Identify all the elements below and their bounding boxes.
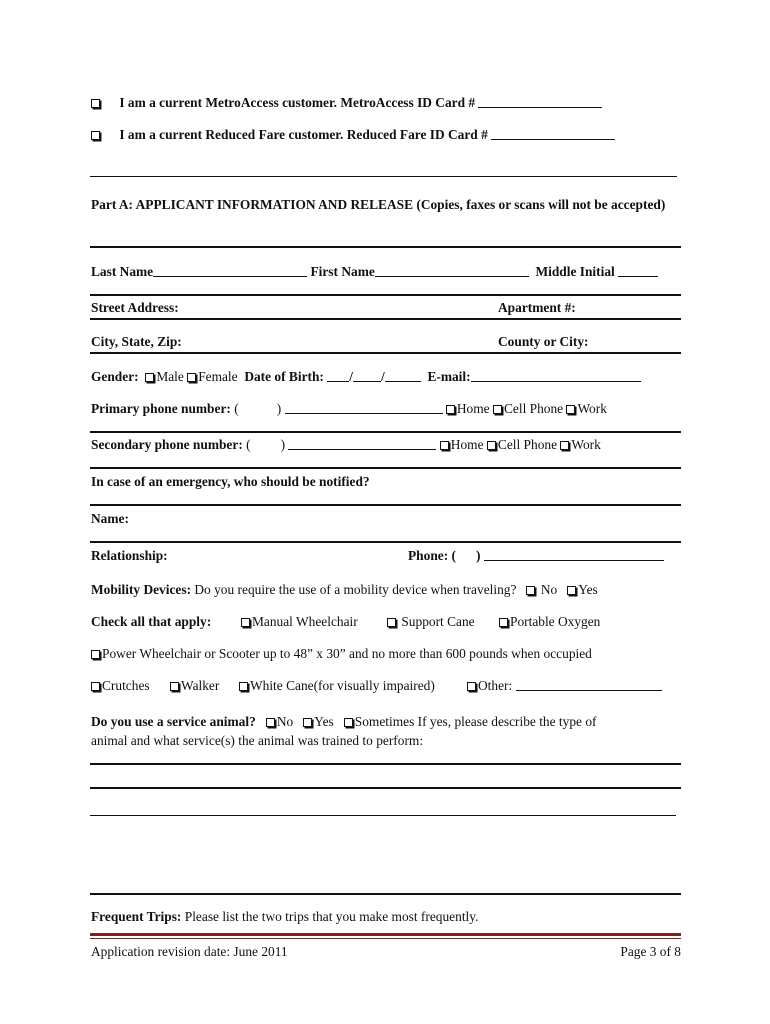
city-state-zip-label: City, State, Zip: (91, 334, 182, 349)
walker-option[interactable] (170, 678, 219, 694)
last-name-label: Last Name (91, 264, 154, 279)
metroaccess-label: I am a current MetroAccess customer. MetroAccess ID Card # (119, 95, 476, 110)
power-wheelchair-label: Power Wheelchair or Scooter up to 48” x 30” and no more than 600 pounds when occupied (102, 646, 592, 661)
service-animal-no-checkbox[interactable] (266, 718, 275, 727)
rule (90, 318, 681, 320)
support-cane-label: Support Cane (401, 614, 475, 629)
power-wheelchair-option[interactable] (91, 646, 592, 662)
last-name-field[interactable] (153, 266, 307, 277)
crutches-label: Crutches (102, 678, 150, 693)
power-wheelchair-checkbox[interactable] (91, 650, 100, 659)
part-a-heading: Part A: APPLICANT INFORMATION AND RELEASE (Copies, faxes or scans will not be accepted) (91, 197, 666, 212)
reduced-fare-label: I am a current Reduced Fare customer. Reduced Fare ID Card # (119, 127, 488, 142)
secondary-cell-checkbox[interactable] (487, 441, 496, 450)
rule (90, 504, 681, 506)
primary-phone-label: Primary phone number: (91, 401, 231, 416)
other-option[interactable] (467, 678, 662, 694)
emergency-phone-field[interactable] (484, 550, 664, 561)
white-cane-label: White Cane(for visually impaired) (250, 678, 435, 693)
male-label: Male (156, 369, 184, 384)
mobility-no-checkbox[interactable] (526, 586, 535, 595)
primary-cell-checkbox[interactable] (493, 405, 502, 414)
answer-line[interactable] (90, 763, 681, 765)
other-field[interactable] (516, 680, 662, 691)
reduced-fare-line (91, 127, 615, 143)
service-animal-label: Do you use a service animal? (91, 714, 256, 729)
metroaccess-id-field[interactable] (478, 97, 602, 108)
secondary-phone-label: Secondary phone number: (91, 437, 243, 452)
county-label: County or City: (498, 334, 589, 349)
rule (90, 352, 681, 354)
primary-home-checkbox[interactable] (446, 405, 455, 414)
secondary-work-checkbox[interactable] (560, 441, 569, 450)
primary-work-label: Work (577, 401, 607, 416)
street-address-label: Street Address: (91, 300, 179, 315)
reduced-fare-id-field[interactable] (491, 129, 615, 140)
rule (90, 246, 681, 248)
mobility-question: Do you require the use of a mobility device when traveling? (194, 582, 517, 597)
area-code-open: ( (246, 437, 251, 452)
service-animal-no-label: No (276, 714, 294, 729)
footer-rule (90, 933, 681, 936)
secondary-phone-row (91, 437, 601, 453)
rule (90, 294, 681, 296)
mobility-no-label: No (540, 582, 558, 597)
white-cane-option[interactable] (239, 678, 435, 694)
crutches-option[interactable] (91, 678, 150, 694)
reduced-fare-checkbox[interactable] (91, 131, 100, 140)
secondary-home-checkbox[interactable] (440, 441, 449, 450)
first-name-label: First Name (310, 264, 375, 279)
female-checkbox[interactable] (187, 373, 196, 382)
mobility-label: Mobility Devices: (91, 582, 192, 597)
dob-day-field[interactable] (353, 371, 381, 382)
email-label: E-mail: (427, 369, 471, 384)
middle-initial-label: Middle Initial (535, 264, 615, 279)
mobility-row (91, 582, 598, 598)
metroaccess-checkbox[interactable] (91, 99, 100, 108)
crutches-checkbox[interactable] (91, 682, 100, 691)
area-code-open: ( (451, 548, 457, 563)
frequent-trips-text: Please list the two trips that you make most frequently. (184, 909, 479, 924)
male-checkbox[interactable] (145, 373, 154, 382)
portable-oxygen-label: Portable Oxygen (510, 614, 601, 629)
service-animal-sometimes-label: Sometimes If yes, please describe the type of (354, 714, 597, 729)
service-animal-yes-label: Yes (314, 714, 334, 729)
manual-wheelchair-option[interactable] (241, 614, 358, 630)
frequent-trips-row (91, 909, 478, 925)
metroaccess-line (91, 95, 602, 111)
answer-underline[interactable] (90, 815, 676, 816)
portable-oxygen-option[interactable] (499, 614, 600, 630)
check-all-label: Check all that apply: (91, 614, 212, 629)
dob-label: Date of Birth: (244, 369, 324, 384)
page-number: Page 3 of 8 (620, 944, 681, 959)
email-field[interactable] (471, 371, 641, 382)
primary-cell-label: Cell Phone (503, 401, 564, 416)
service-animal-yes-checkbox[interactable] (303, 718, 312, 727)
separator-underline (90, 176, 677, 177)
rule (90, 431, 681, 433)
service-animal-sometimes-checkbox[interactable] (344, 718, 353, 727)
area-code-close: ) (280, 437, 286, 452)
service-animal-row (91, 714, 596, 730)
primary-phone-row (91, 401, 607, 417)
secondary-home-label: Home (450, 437, 484, 452)
dob-year-field[interactable] (385, 371, 421, 382)
gender-label: Gender: (91, 369, 139, 384)
support-cane-checkbox[interactable] (387, 618, 396, 627)
area-code-close: ) (476, 548, 481, 563)
female-label: Female (198, 369, 238, 384)
secondary-phone-field[interactable] (288, 439, 436, 450)
area-code-open: ( (234, 401, 239, 416)
apartment-label: Apartment #: (498, 300, 576, 315)
secondary-cell-label: Cell Phone (497, 437, 558, 452)
mobility-yes-checkbox[interactable] (567, 586, 576, 595)
footer-rule-thin (90, 938, 681, 939)
emergency-name-label: Name: (91, 511, 129, 526)
white-cane-checkbox[interactable] (239, 682, 248, 691)
middle-initial-field[interactable] (618, 266, 658, 277)
gender-row: Gender: Male Female Date of Birth: / / E-mail: (91, 369, 641, 385)
rule (90, 467, 681, 469)
emergency-phone-row (408, 548, 664, 564)
support-cane-option[interactable] (387, 614, 475, 630)
manual-wheelchair-checkbox[interactable] (241, 618, 250, 627)
dob-month-field[interactable] (327, 371, 349, 382)
rule (90, 893, 681, 895)
portable-oxygen-checkbox[interactable] (499, 618, 508, 627)
other-label: Other: (478, 678, 513, 693)
service-animal-line2: animal and what service(s) the animal was trained to perform: (91, 733, 424, 748)
rule (90, 541, 681, 543)
area-code-close: ) (276, 401, 282, 416)
manual-wheelchair-label: Manual Wheelchair (252, 614, 358, 629)
emergency-heading: In case of an emergency, who should be notified? (91, 474, 370, 489)
first-name-field[interactable] (375, 266, 529, 277)
mobility-yes-label: Yes (578, 582, 598, 597)
secondary-work-label: Work (571, 437, 601, 452)
answer-line[interactable] (90, 787, 681, 789)
name-row (91, 264, 658, 280)
primary-home-label: Home (456, 401, 490, 416)
revision-date: Application revision date: June 2011 (91, 944, 288, 959)
relationship-label: Relationship: (91, 548, 168, 563)
walker-label: Walker (181, 678, 220, 693)
primary-phone-field[interactable] (285, 403, 443, 414)
emergency-phone-label: Phone: (408, 548, 449, 563)
check-all-row (91, 614, 211, 630)
primary-work-checkbox[interactable] (566, 405, 575, 414)
frequent-trips-label: Frequent Trips: (91, 909, 182, 924)
walker-checkbox[interactable] (170, 682, 179, 691)
other-checkbox[interactable] (467, 682, 476, 691)
